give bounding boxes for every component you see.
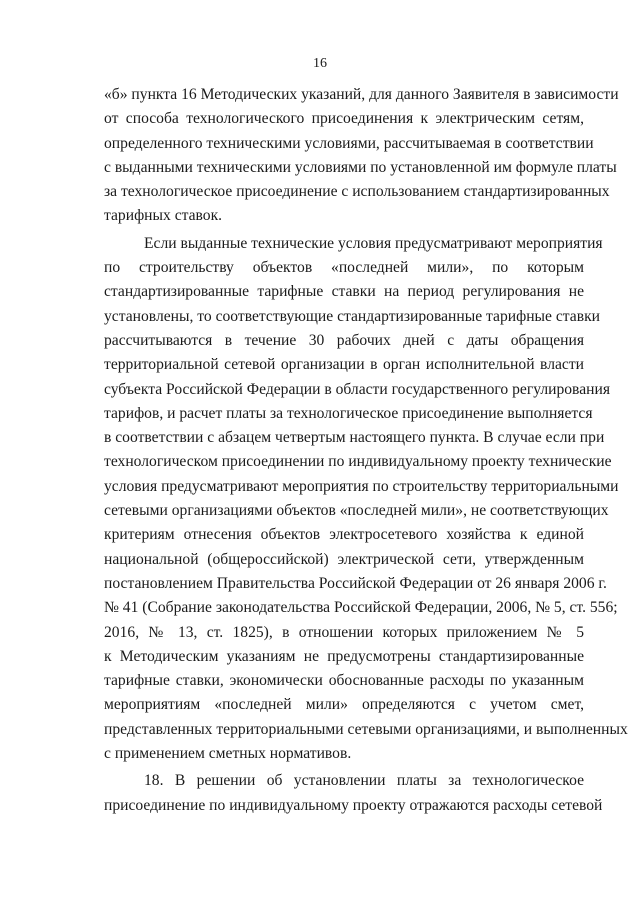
text-line: по строительству объектов «последней мили», по которым: [104, 259, 584, 277]
text-line: «б» пункта 16 Методических указаний, для данного Заявителя в зависимости: [104, 86, 619, 103]
text-line: установлены, то соответствующие стандартизированные тарифные ставки: [104, 307, 600, 325]
paragraph-1: [104, 83, 619, 229]
text-line: территориальной сетевой организации в орган исполнительной власти: [104, 356, 584, 374]
text-line: в соответствии с абзацем четвертым настоящего пункта. В случае если при: [104, 429, 605, 447]
text-line: национальной (общероссийской) электрической сети, утвержденным: [104, 550, 584, 568]
text-line: рассчитываются в течение 30 рабочих дней с даты обращения: [104, 331, 584, 349]
text-line: стандартизированные тарифные ставки на период регулирования не: [104, 283, 584, 301]
text-line: сетевыми организациями объектов «последней мили», не соответствующих: [104, 502, 609, 520]
text-line: 18. В решении об установлении платы за технологическое: [144, 772, 584, 790]
text-line: тарифные ставки, экономически обоснованные расходы по указанным: [104, 672, 584, 690]
text-line: 2016, № 13, ст. 1825), в отношении которых приложением № 5: [104, 623, 584, 641]
text-line: мероприятиям «последней мили» определяются с учетом смет,: [104, 696, 584, 714]
text-line: к Методическим указаниям не предусмотрены стандартизированные: [104, 647, 584, 665]
paragraph-2: [104, 232, 628, 767]
text-line: Если выданные технические условия предусматривают мероприятия: [144, 234, 603, 252]
text-line: с применением сметных нормативов.: [104, 745, 352, 763]
document-body: [104, 83, 628, 818]
page-number: 16: [313, 56, 327, 71]
paragraph-3: [104, 769, 603, 818]
text-line: за технологическое присоединение с использованием стандартизированных: [104, 183, 610, 201]
text-line: присоединение по индивидуальному проекту отражаются расходы сетевой: [104, 796, 603, 814]
text-line: с выданными техническими условиями по установленной им формуле платы: [104, 158, 617, 176]
text-line: субъекта Российской Федерации в области государственного регулирования: [104, 380, 610, 398]
text-line: постановлением Правительства Российской Федерации от 26 января 2006 г.: [104, 574, 607, 592]
text-line: критериям отнесения объектов электросетевого хозяйства к единой: [104, 526, 584, 544]
text-line: условия предусматривают мероприятия по строительству территориальными: [104, 477, 619, 495]
text-line: тарифов, и расчет платы за технологическое присоединение выполняется: [104, 404, 593, 422]
text-line: № 41 (Собрание законодательства Российской Федерации, 2006, № 5, ст. 556;: [104, 599, 618, 617]
text-line: тарифных ставок.: [104, 207, 223, 225]
text-line: технологическом присоединении по индивидуальному проекту технические: [104, 453, 612, 471]
text-line: от способа технологического присоединения к электрическим сетям,: [104, 110, 584, 128]
text-line: определенного техническими условиями, рассчитываемая в соответствии: [104, 134, 594, 152]
text-line: представленных территориальными сетевыми организациями, и выполненных: [104, 720, 628, 738]
